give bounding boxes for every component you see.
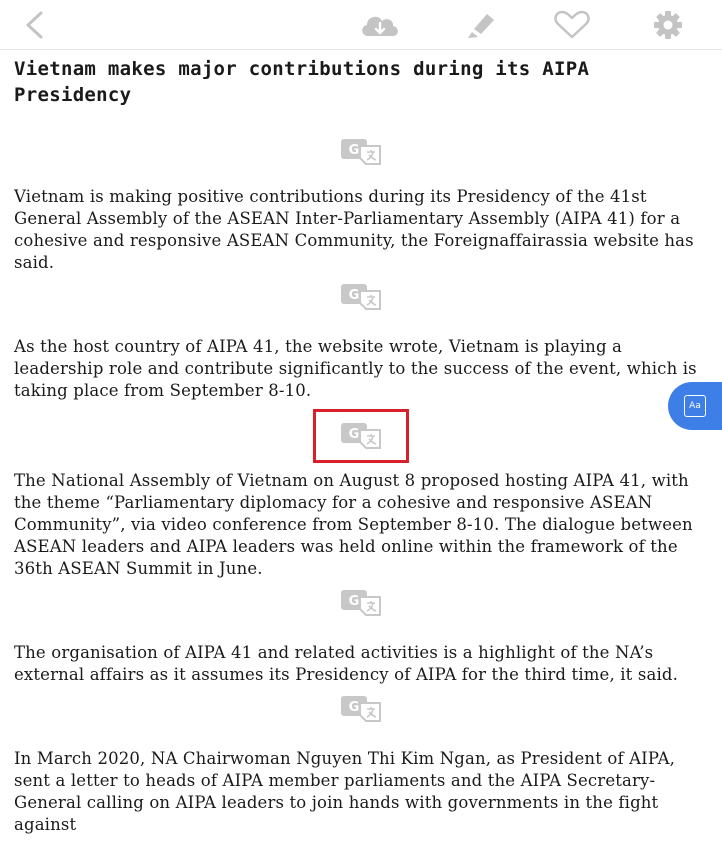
top-toolbar: [0, 0, 722, 50]
cloud-download-icon[interactable]: [358, 6, 402, 44]
paragraph: In March 2020, NA Chairwoman Nguyen Thi Kim Ngan, as President of AIPA, sent a letter to heads of AIPA member parliaments and the AIPA Secretary-General calling on AIPA leaders to join hands with governments in the fight against: [14, 749, 676, 834]
back-icon[interactable]: [12, 6, 56, 44]
svg-text:G: G: [348, 288, 360, 303]
translate-row: [14, 118, 708, 186]
svg-text:G: G: [348, 427, 360, 442]
highlighter-icon[interactable]: [458, 6, 502, 44]
paragraph: As the host country of AIPA 41, the website wrote, Vietnam is playing a leadership role and contribute significantly to the success of the event, which is taking place from September 8-10.: [14, 337, 697, 400]
translate-icon[interactable]: [339, 694, 383, 724]
article: [14, 56, 708, 836]
paragraph: The organisation of AIPA 41 and related activities is a highlight of the NA’s external affairs as it assumes its Presidency of AIPA for the third time, it said.: [14, 643, 678, 684]
svg-text:G: G: [348, 594, 360, 609]
svg-text:G: G: [348, 700, 360, 715]
text-size-icon: Aa: [684, 395, 706, 417]
text-size-button[interactable]: [668, 382, 722, 430]
svg-text:G: G: [348, 143, 360, 158]
article-title: Vietnam makes major contributions during its AIPA Presidency: [14, 58, 590, 106]
gear-icon[interactable]: [646, 6, 690, 44]
paragraph: Vietnam is making positive contributions during its Presidency of the 41st General Assembly of the ASEAN Inter-Parliamentary Assembly (AIPA 41) for a cohesive and responsive ASEAN Community, the Foreignaffairassia website has said.: [14, 187, 694, 272]
translate-icon[interactable]: [339, 588, 383, 618]
translate-row: [14, 274, 708, 320]
heart-icon[interactable]: [550, 6, 594, 44]
translate-icon[interactable]: [339, 137, 383, 167]
translate-row: [14, 580, 708, 626]
translate-icon[interactable]: [339, 282, 383, 312]
translate-icon-highlighted[interactable]: [313, 409, 409, 463]
translate-row: [14, 402, 708, 470]
translate-row: [14, 686, 708, 732]
paragraph: The National Assembly of Vietnam on August 8 proposed hosting AIPA 41, with the theme “Parliamentary diplomacy for a cohesive and responsive ASEAN Community”, via video conference from September 8-10. The dialogue between ASEAN leaders and AIPA leaders was held online within the framework of the 36th ASEAN Summit in June.: [14, 471, 693, 578]
